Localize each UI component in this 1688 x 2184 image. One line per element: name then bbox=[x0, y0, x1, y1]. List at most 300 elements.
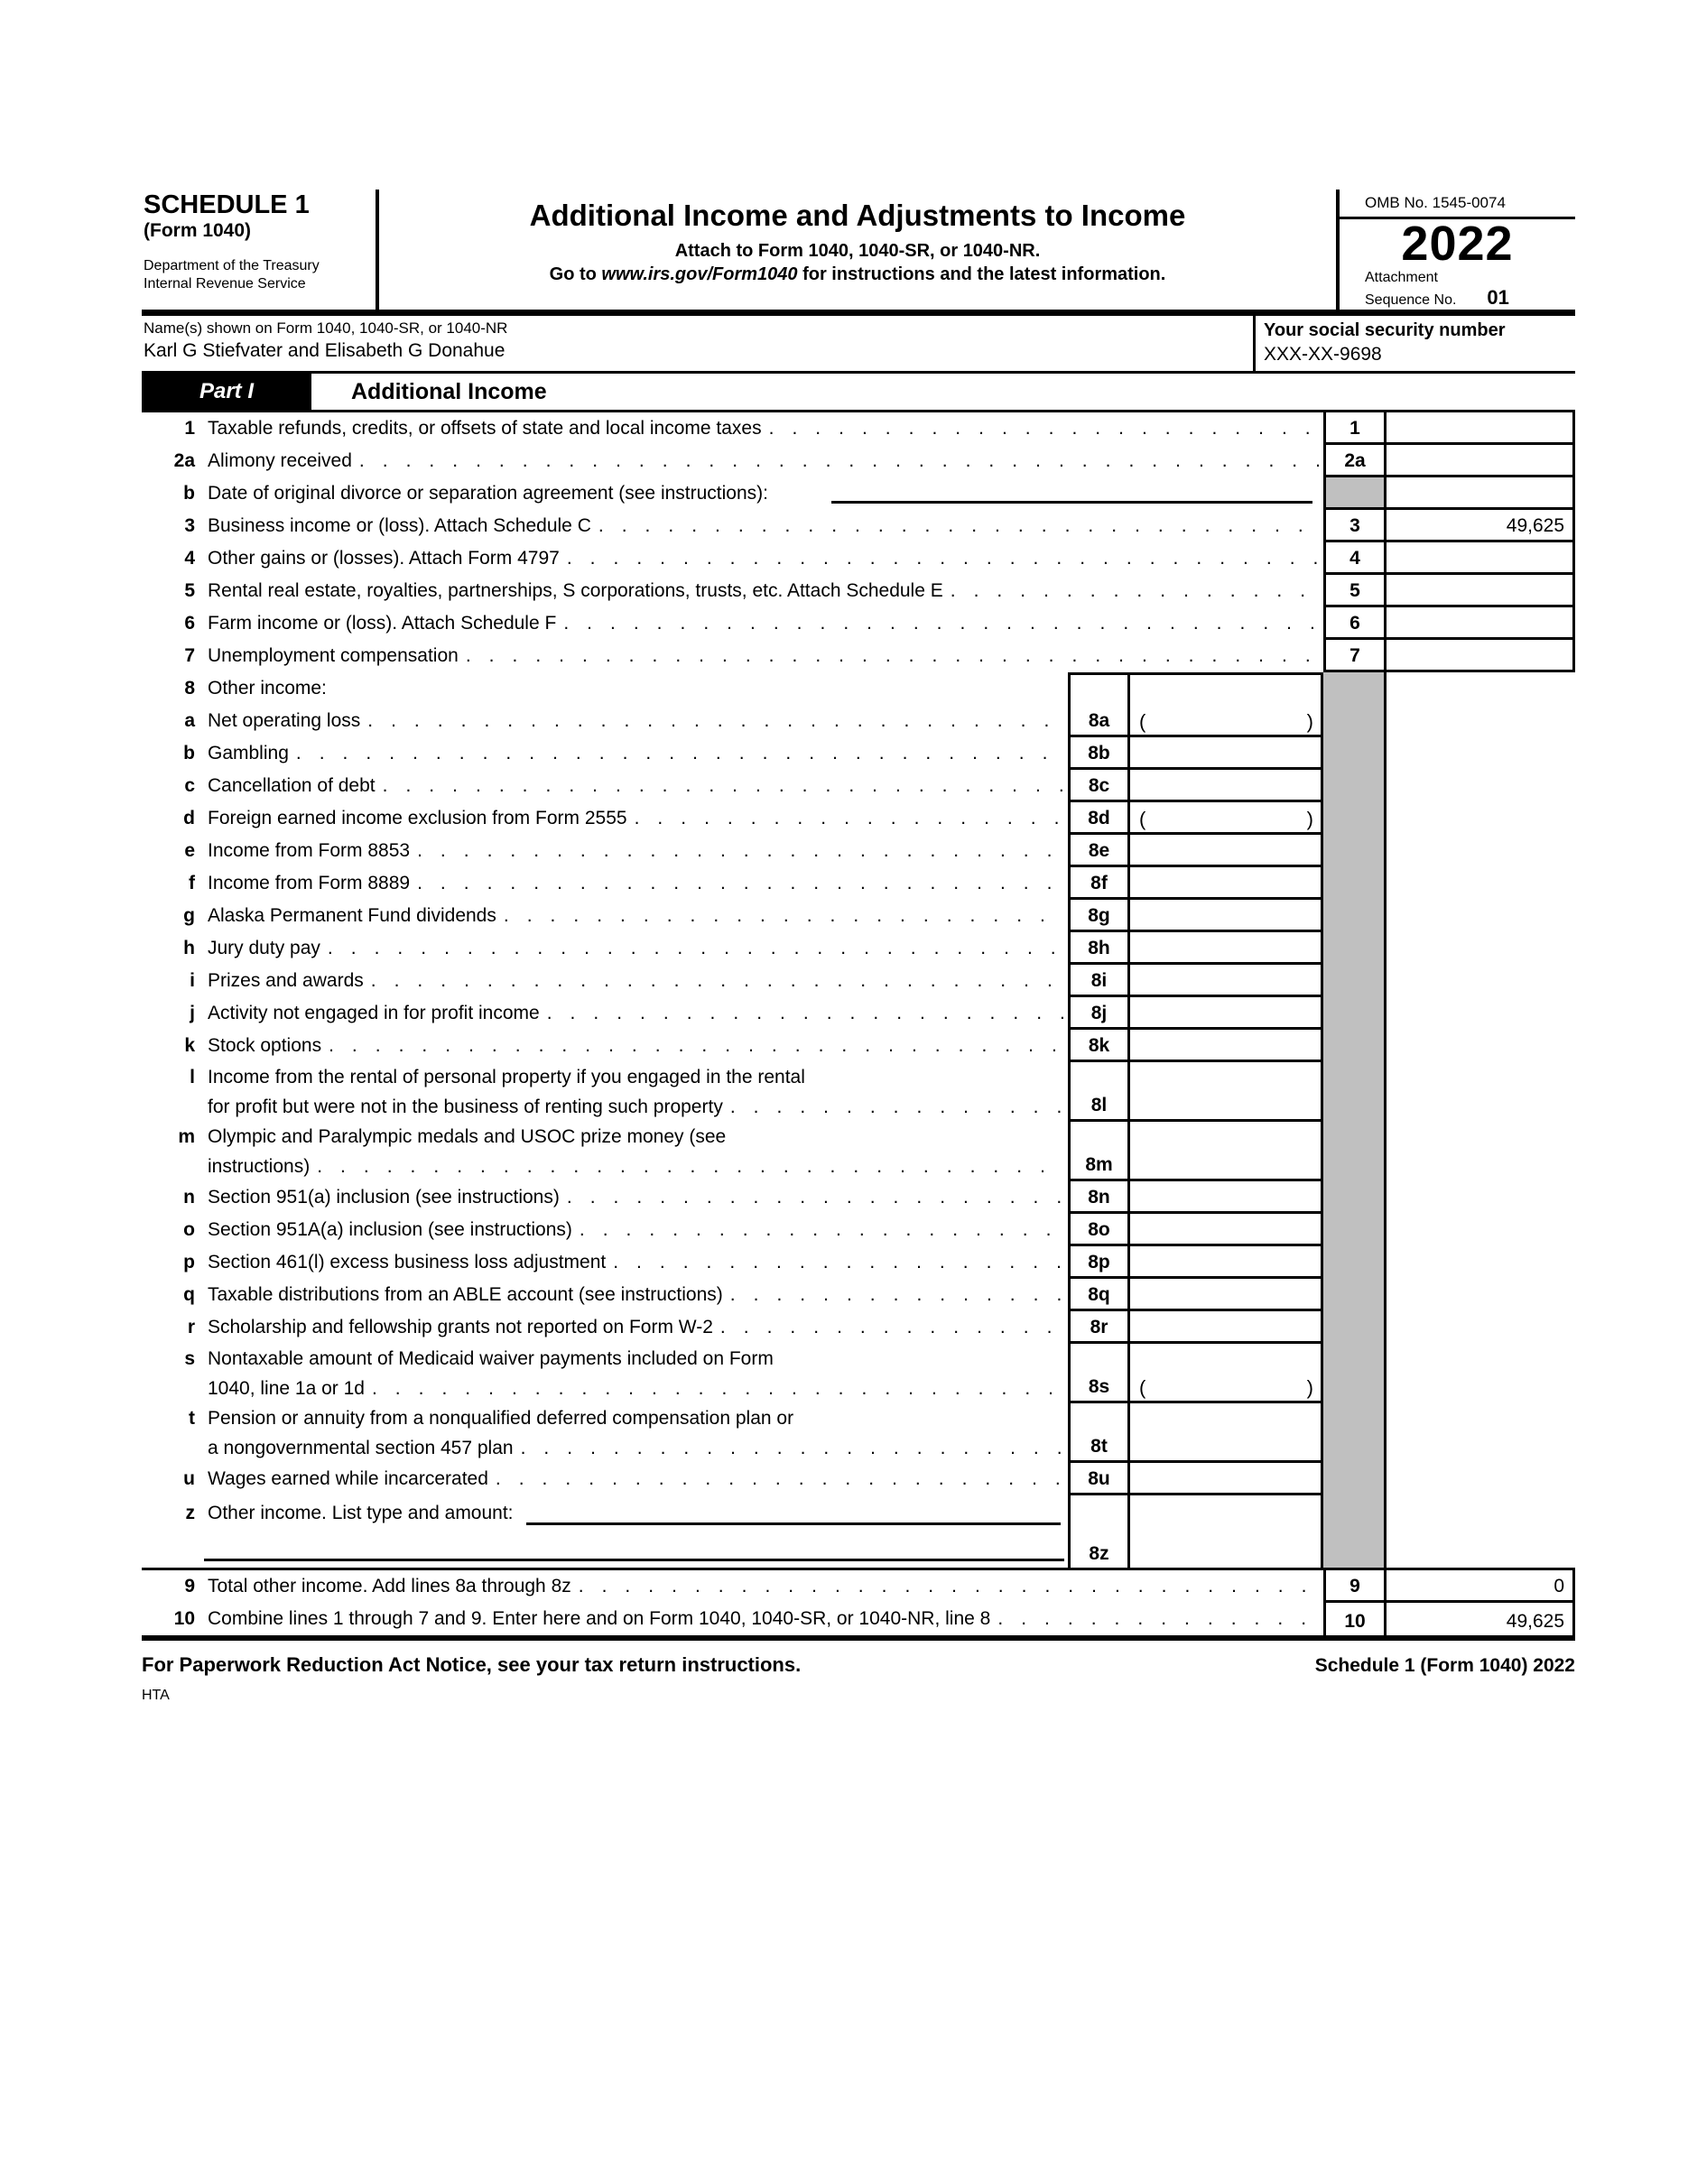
line-number: h bbox=[183, 938, 195, 959]
line-5-number-box bbox=[1323, 575, 1387, 607]
line-8t-row bbox=[142, 1403, 1575, 1463]
part1-chip: Part I bbox=[142, 374, 311, 410]
dot-leader bbox=[417, 867, 1064, 900]
line-description bbox=[200, 672, 1068, 705]
close-paren: ) bbox=[1306, 1376, 1313, 1400]
line-8k-label-box bbox=[1068, 1030, 1130, 1062]
line-number: 8 bbox=[184, 678, 195, 699]
dot-leader bbox=[296, 737, 1064, 770]
line-8z-row bbox=[142, 1495, 1575, 1568]
line-5-amount bbox=[1387, 575, 1575, 607]
line-8s-amount-box bbox=[1130, 1344, 1323, 1403]
sequence-label: Sequence No. bbox=[1365, 292, 1457, 309]
line-8o-label-box bbox=[1068, 1214, 1130, 1246]
line-3-row bbox=[142, 510, 1575, 542]
dot-leader bbox=[730, 1279, 1064, 1311]
description-line1 bbox=[208, 1122, 1068, 1152]
box-number: 8l bbox=[1090, 1095, 1108, 1116]
line-description bbox=[200, 1122, 1068, 1181]
box-number: 8c bbox=[1088, 775, 1110, 797]
line-number: 10 bbox=[173, 1608, 195, 1630]
ssn-field-label: Your social security number bbox=[1264, 319, 1506, 340]
line-label: Date of original divorce or separation agreement (see instructions): bbox=[208, 483, 768, 504]
write-in-line bbox=[831, 499, 1312, 504]
line-number: m bbox=[178, 1126, 195, 1148]
line-8c-row bbox=[142, 770, 1575, 802]
line-8j-row bbox=[142, 997, 1575, 1030]
right-spacer bbox=[1387, 867, 1575, 900]
line-description bbox=[200, 1570, 1323, 1603]
line-description bbox=[200, 1311, 1068, 1344]
line-number: n bbox=[183, 1187, 195, 1208]
line-10-amount bbox=[1387, 1603, 1575, 1635]
line-8i-label-box bbox=[1068, 965, 1130, 997]
right-spacer bbox=[1387, 932, 1575, 965]
line-number: p bbox=[183, 1252, 195, 1273]
schedule-number: SCHEDULE 1 bbox=[144, 190, 310, 219]
dot-leader bbox=[997, 1603, 1320, 1635]
box-number: 8p bbox=[1088, 1252, 1110, 1273]
dot-leader bbox=[579, 1570, 1320, 1603]
line-7-number-box bbox=[1323, 640, 1387, 672]
box-number: 8f bbox=[1090, 873, 1108, 894]
box-number: 8j bbox=[1090, 1003, 1108, 1024]
dot-leader bbox=[317, 1152, 1064, 1181]
shaded-column bbox=[1323, 1311, 1387, 1344]
sequence-number: 01 bbox=[1487, 286, 1509, 310]
line-8k-row bbox=[142, 1030, 1575, 1062]
line-2a-row bbox=[142, 445, 1575, 477]
line-8g-row bbox=[142, 900, 1575, 932]
line-label: Combine lines 1 through 7 and 9. Enter here and on Form 1040, 1040-SR, or 1040-NR, line 8 bbox=[208, 1608, 991, 1630]
line-number: 3 bbox=[184, 515, 195, 537]
line-7-row bbox=[142, 640, 1575, 672]
line-9-row bbox=[142, 1568, 1575, 1603]
line-label: Taxable distributions from an ABLE account (see instructions) bbox=[208, 1284, 723, 1306]
form-header-left bbox=[142, 190, 379, 310]
line-8f-amount-box bbox=[1130, 867, 1323, 900]
line-label: Other gains or (losses). Attach Form 4797 bbox=[208, 548, 560, 569]
line-description bbox=[200, 705, 1068, 737]
line-label: Income from the rental of personal property if you engaged in the rental bbox=[208, 1067, 805, 1088]
line-8l-amount-box bbox=[1130, 1062, 1323, 1122]
ssn-value: XXX-XX-9698 bbox=[1264, 343, 1382, 365]
line-number: 5 bbox=[184, 580, 195, 602]
dot-leader bbox=[613, 1246, 1064, 1279]
line-description bbox=[200, 477, 1323, 510]
right-spacer bbox=[1387, 1062, 1575, 1122]
line-8m-row bbox=[142, 1122, 1575, 1181]
part1-header-bar bbox=[142, 374, 1575, 412]
line-7-amount bbox=[1387, 640, 1575, 672]
line-8p-row bbox=[142, 1246, 1575, 1279]
box-number: 8d bbox=[1088, 808, 1110, 829]
close-paren: ) bbox=[1306, 808, 1313, 831]
shaded-column bbox=[1323, 867, 1387, 900]
omb-number: OMB No. 1545-0074 bbox=[1340, 190, 1575, 219]
line-8o-amount-box bbox=[1130, 1214, 1323, 1246]
box-number: 8k bbox=[1088, 1035, 1110, 1057]
right-spacer bbox=[1387, 997, 1575, 1030]
description-line1 bbox=[208, 1062, 1068, 1092]
dot-leader bbox=[371, 965, 1064, 997]
dot-leader bbox=[769, 412, 1320, 445]
agency-line1: Department of the Treasury bbox=[144, 257, 320, 273]
line-label: Scholarship and fellowship grants not reported on Form W-2 bbox=[208, 1317, 713, 1338]
shaded-column bbox=[1323, 965, 1387, 997]
line-number: j bbox=[190, 1003, 195, 1024]
line-label: Alaska Permanent Fund dividends bbox=[208, 905, 496, 927]
line-8l-label-box bbox=[1068, 1062, 1130, 1122]
close-paren: ) bbox=[1306, 710, 1313, 734]
line-description bbox=[200, 445, 1323, 477]
part1-rows bbox=[142, 412, 1575, 1641]
form-header-center bbox=[379, 190, 1336, 310]
description-line2 bbox=[208, 1433, 1068, 1463]
line-number: 9 bbox=[184, 1576, 195, 1597]
right-spacer bbox=[1387, 1279, 1575, 1311]
line-description bbox=[200, 1344, 1068, 1403]
box-number: 10 bbox=[1344, 1611, 1366, 1633]
line-number: 1 bbox=[184, 418, 195, 440]
right-spacer bbox=[1387, 1122, 1575, 1181]
line-8m-label-box bbox=[1068, 1122, 1130, 1181]
line-8h-row bbox=[142, 932, 1575, 965]
box-number: 8s bbox=[1088, 1376, 1110, 1398]
line-description bbox=[200, 1495, 1068, 1568]
shaded-column bbox=[1323, 900, 1387, 932]
goto-prefix: Go to bbox=[549, 264, 602, 284]
description-line2 bbox=[208, 1374, 1068, 1403]
line-label: Total other income. Add lines 8a through 8z bbox=[208, 1576, 571, 1597]
line-description bbox=[200, 1030, 1068, 1062]
dot-leader bbox=[951, 575, 1320, 607]
box-number: 4 bbox=[1349, 548, 1360, 569]
box-number: 8h bbox=[1088, 938, 1110, 959]
box-number: 2a bbox=[1344, 450, 1366, 472]
line-label: Foreign earned income exclusion from Form 2555 bbox=[208, 808, 627, 829]
box-number: 7 bbox=[1349, 645, 1360, 667]
line-8q-row bbox=[142, 1279, 1575, 1311]
line-label: Unemployment compensation bbox=[208, 645, 459, 667]
part1-title: Additional Income bbox=[351, 378, 547, 404]
line-b-amount bbox=[1387, 477, 1575, 510]
line-8b-amount-box bbox=[1130, 737, 1323, 770]
right-spacer bbox=[1387, 1181, 1575, 1214]
line-label: Gambling bbox=[208, 743, 289, 764]
line-1-amount bbox=[1387, 412, 1575, 445]
line-8m-amount-box bbox=[1130, 1122, 1323, 1181]
line-8q-amount-box bbox=[1130, 1279, 1323, 1311]
dot-leader bbox=[598, 510, 1320, 542]
line-4-number-box bbox=[1323, 542, 1387, 575]
description-line1 bbox=[208, 1403, 1068, 1433]
line-label: Taxable refunds, credits, or offsets of state and local income taxes bbox=[208, 418, 762, 440]
shaded-column bbox=[1323, 770, 1387, 802]
line-8f-label-box bbox=[1068, 867, 1130, 900]
line-8h-label-box bbox=[1068, 932, 1130, 965]
right-spacer bbox=[1387, 1311, 1575, 1344]
line-b-number-box bbox=[1323, 477, 1387, 510]
line-8d-amount-box bbox=[1130, 802, 1323, 835]
line-8c-label-box bbox=[1068, 770, 1130, 802]
box-number: 8o bbox=[1088, 1219, 1110, 1241]
line-label: Business income or (loss). Attach Schedule C bbox=[208, 515, 591, 537]
line-label: Section 461(l) excess business loss adjustment bbox=[208, 1252, 607, 1273]
line-number: t bbox=[189, 1408, 195, 1430]
dot-leader bbox=[367, 705, 1064, 737]
line-label: Activity not engaged in for profit income bbox=[208, 1003, 540, 1024]
line-8t-amount-box bbox=[1130, 1403, 1323, 1463]
dot-leader bbox=[720, 1311, 1064, 1344]
box-number: 8t bbox=[1090, 1436, 1108, 1458]
line-description bbox=[200, 510, 1323, 542]
line-label: Pension or annuity from a nonqualified deferred compensation plan or bbox=[208, 1408, 794, 1430]
right-spacer bbox=[1387, 1214, 1575, 1246]
form-title: Additional Income and Adjustments to Income bbox=[529, 199, 1186, 232]
line-number: s bbox=[184, 1348, 195, 1370]
ssn-block bbox=[1253, 316, 1575, 371]
line-number: i bbox=[190, 970, 195, 992]
line-number: k bbox=[184, 1035, 195, 1057]
dot-leader bbox=[372, 1374, 1064, 1403]
line-description bbox=[200, 575, 1323, 607]
shaded-column bbox=[1323, 802, 1387, 835]
line-9-amount bbox=[1387, 1570, 1575, 1603]
line-5-row bbox=[142, 575, 1575, 607]
line-8z-label-box bbox=[1068, 1495, 1130, 1568]
line-8n-row bbox=[142, 1181, 1575, 1214]
box-number: 8m bbox=[1085, 1154, 1113, 1176]
line-description bbox=[200, 640, 1323, 672]
right-spacer bbox=[1387, 1344, 1575, 1403]
dot-leader bbox=[567, 1181, 1064, 1214]
line-number: u bbox=[183, 1468, 195, 1490]
dot-leader bbox=[383, 770, 1064, 802]
line-8r-label-box bbox=[1068, 1311, 1130, 1344]
name-ssn-row bbox=[142, 316, 1575, 374]
goto-suffix: for instructions and the latest information. bbox=[797, 264, 1166, 284]
line-label: Jury duty pay bbox=[208, 938, 320, 959]
shaded-column bbox=[1323, 1246, 1387, 1279]
right-spacer bbox=[1387, 1463, 1575, 1495]
paperwork-notice: For Paperwork Reduction Act Notice, see your tax return instructions. bbox=[142, 1653, 802, 1677]
line-label: Net operating loss bbox=[208, 710, 361, 732]
irs-url: www.irs.gov/Form1040 bbox=[601, 264, 798, 284]
line-8s-row bbox=[142, 1344, 1575, 1403]
shaded-column bbox=[1323, 1030, 1387, 1062]
shaded-column bbox=[1323, 705, 1387, 737]
right-spacer bbox=[1387, 705, 1575, 737]
right-spacer bbox=[1387, 900, 1575, 932]
line-label: Stock options bbox=[208, 1035, 322, 1057]
line-8f-row bbox=[142, 867, 1575, 900]
right-spacer bbox=[1387, 835, 1575, 867]
dot-leader bbox=[496, 1463, 1064, 1495]
line-8t-label-box bbox=[1068, 1403, 1130, 1463]
attach-instruction: Attach to Form 1040, 1040-SR, or 1040-NR. bbox=[674, 240, 1041, 261]
line-number: b bbox=[183, 483, 195, 504]
line-8d-label-box bbox=[1068, 802, 1130, 835]
write-in-line2 bbox=[204, 1532, 1064, 1561]
line-8r-amount-box bbox=[1130, 1311, 1323, 1344]
shaded-column bbox=[1323, 1214, 1387, 1246]
goto-instruction bbox=[379, 264, 1336, 285]
line-8q-label-box bbox=[1068, 1279, 1130, 1311]
line-8b-row bbox=[142, 737, 1575, 770]
line-description bbox=[200, 802, 1068, 835]
box-number: 8a bbox=[1088, 710, 1110, 732]
box-number: 8q bbox=[1088, 1284, 1110, 1306]
line-description bbox=[200, 1603, 1323, 1635]
line-9-number-box bbox=[1323, 1570, 1387, 1603]
line-description bbox=[200, 737, 1068, 770]
line-8d-row bbox=[142, 802, 1575, 835]
shaded-column bbox=[1323, 1181, 1387, 1214]
line-8e-label-box bbox=[1068, 835, 1130, 867]
description-line2 bbox=[208, 1152, 1068, 1181]
shaded-column bbox=[1323, 932, 1387, 965]
open-paren: ( bbox=[1139, 710, 1146, 734]
box-number: 8z bbox=[1089, 1543, 1109, 1565]
line-label-continued: a nongovernmental section 457 plan bbox=[208, 1438, 514, 1459]
line-8p-label-box bbox=[1068, 1246, 1130, 1279]
line-number: 6 bbox=[184, 613, 195, 634]
line-2a-number-box bbox=[1323, 445, 1387, 477]
line-description bbox=[200, 1181, 1068, 1214]
open-paren: ( bbox=[1139, 808, 1146, 831]
line-8g-label-box bbox=[1068, 900, 1130, 932]
box-number: 3 bbox=[1349, 515, 1360, 537]
line-label: Income from Form 8853 bbox=[208, 840, 411, 862]
line-description bbox=[200, 1463, 1068, 1495]
dot-leader bbox=[635, 802, 1064, 835]
line-number: r bbox=[187, 1317, 195, 1338]
line-label: Nontaxable amount of Medicaid waiver payments included on Form bbox=[208, 1348, 774, 1370]
line-number: z bbox=[185, 1503, 195, 1524]
box-number: 8i bbox=[1090, 970, 1108, 992]
line-8s-label-box bbox=[1068, 1344, 1130, 1403]
right-spacer bbox=[1387, 737, 1575, 770]
line-number: e bbox=[184, 840, 195, 862]
line-8l-row bbox=[142, 1062, 1575, 1122]
shaded-column bbox=[1323, 835, 1387, 867]
shaded-column bbox=[1323, 1344, 1387, 1403]
line-label: Cancellation of debt bbox=[208, 775, 376, 797]
dot-leader bbox=[567, 542, 1320, 575]
line-number: f bbox=[189, 873, 195, 894]
line-label: Rental real estate, royalties, partnerships, S corporations, trusts, etc. Attach Schedule E bbox=[208, 580, 943, 602]
line-number: d bbox=[183, 808, 195, 829]
amount-value: 49,625 bbox=[1506, 515, 1564, 537]
box-number: 8e bbox=[1088, 840, 1110, 862]
line-description bbox=[200, 1403, 1068, 1463]
dot-leader bbox=[504, 900, 1064, 932]
tax-year: 2022 bbox=[1401, 217, 1514, 271]
form-footer bbox=[142, 1653, 1575, 1677]
box-number: 8b bbox=[1088, 743, 1110, 764]
line-label: Other income: bbox=[208, 678, 327, 699]
line-8a-label-box bbox=[1068, 705, 1130, 737]
write-in-line bbox=[526, 1521, 1061, 1525]
open-paren: ( bbox=[1139, 1376, 1146, 1400]
line-8o-row bbox=[142, 1214, 1575, 1246]
line-label: Wages earned while incarcerated bbox=[208, 1468, 488, 1490]
line-8k-amount-box bbox=[1130, 1030, 1323, 1062]
box-number: 9 bbox=[1349, 1576, 1360, 1597]
line-8h-amount-box bbox=[1130, 932, 1323, 965]
line-number: q bbox=[183, 1284, 195, 1306]
line-4-amount bbox=[1387, 542, 1575, 575]
dot-leader bbox=[359, 445, 1320, 477]
line-8a-row bbox=[142, 705, 1575, 737]
line-label: Prizes and awards bbox=[208, 970, 364, 992]
line-1-number-box bbox=[1323, 412, 1387, 445]
line-8z-amount-box bbox=[1130, 1495, 1323, 1568]
line-description bbox=[200, 770, 1068, 802]
line-description bbox=[200, 1214, 1068, 1246]
amount-value: 0 bbox=[1554, 1576, 1564, 1597]
line-description bbox=[200, 867, 1068, 900]
right-spacer bbox=[1387, 672, 1575, 705]
box-number: 8n bbox=[1088, 1187, 1110, 1208]
line-2a-amount bbox=[1387, 445, 1575, 477]
shaded-column bbox=[1323, 1122, 1387, 1181]
name-field-label: Name(s) shown on Form 1040, 1040-SR, or 1040-NR bbox=[144, 319, 508, 337]
sequence-row bbox=[1340, 286, 1575, 309]
line-8n-amount-box bbox=[1130, 1181, 1323, 1214]
line-description bbox=[200, 835, 1068, 867]
line-label-continued: for profit but were not in the business of renting such property bbox=[208, 1097, 723, 1118]
line-8e-row bbox=[142, 835, 1575, 867]
line-3-amount bbox=[1387, 510, 1575, 542]
line-label: Alimony received bbox=[208, 450, 352, 472]
line-description bbox=[200, 997, 1068, 1030]
attachment-label: Attachment bbox=[1365, 270, 1438, 286]
line-8u-amount-box bbox=[1130, 1463, 1323, 1495]
line-number: l bbox=[190, 1067, 195, 1088]
shaded-column bbox=[1323, 1463, 1387, 1495]
form-id: Schedule 1 (Form 1040) 2022 bbox=[1314, 1655, 1575, 1677]
box-number: 8u bbox=[1088, 1468, 1110, 1490]
right-spacer bbox=[1387, 1495, 1575, 1568]
line-4-row bbox=[142, 542, 1575, 575]
line-8c-amount-box bbox=[1130, 770, 1323, 802]
right-spacer bbox=[1387, 1030, 1575, 1062]
dot-leader bbox=[417, 835, 1064, 867]
dot-leader bbox=[730, 1092, 1064, 1122]
form-number: (Form 1040) bbox=[144, 220, 252, 242]
line-8j-label-box bbox=[1068, 997, 1130, 1030]
description-line1 bbox=[208, 1344, 1068, 1374]
shaded-column bbox=[1323, 1403, 1387, 1463]
right-spacer bbox=[1387, 770, 1575, 802]
line-6-number-box bbox=[1323, 607, 1387, 640]
sub-box-amount-column-start bbox=[1130, 672, 1323, 705]
box-number: 8g bbox=[1088, 905, 1110, 927]
form-header-right bbox=[1336, 190, 1575, 310]
box-number: 6 bbox=[1349, 613, 1360, 634]
dot-leader bbox=[521, 1433, 1064, 1463]
right-spacer bbox=[1387, 965, 1575, 997]
dot-leader bbox=[547, 997, 1064, 1030]
shaded-column bbox=[1323, 997, 1387, 1030]
line-6-amount bbox=[1387, 607, 1575, 640]
line-label: Income from Form 8889 bbox=[208, 873, 411, 894]
shaded-column bbox=[1323, 737, 1387, 770]
line-number: o bbox=[183, 1219, 195, 1241]
right-spacer bbox=[1387, 802, 1575, 835]
